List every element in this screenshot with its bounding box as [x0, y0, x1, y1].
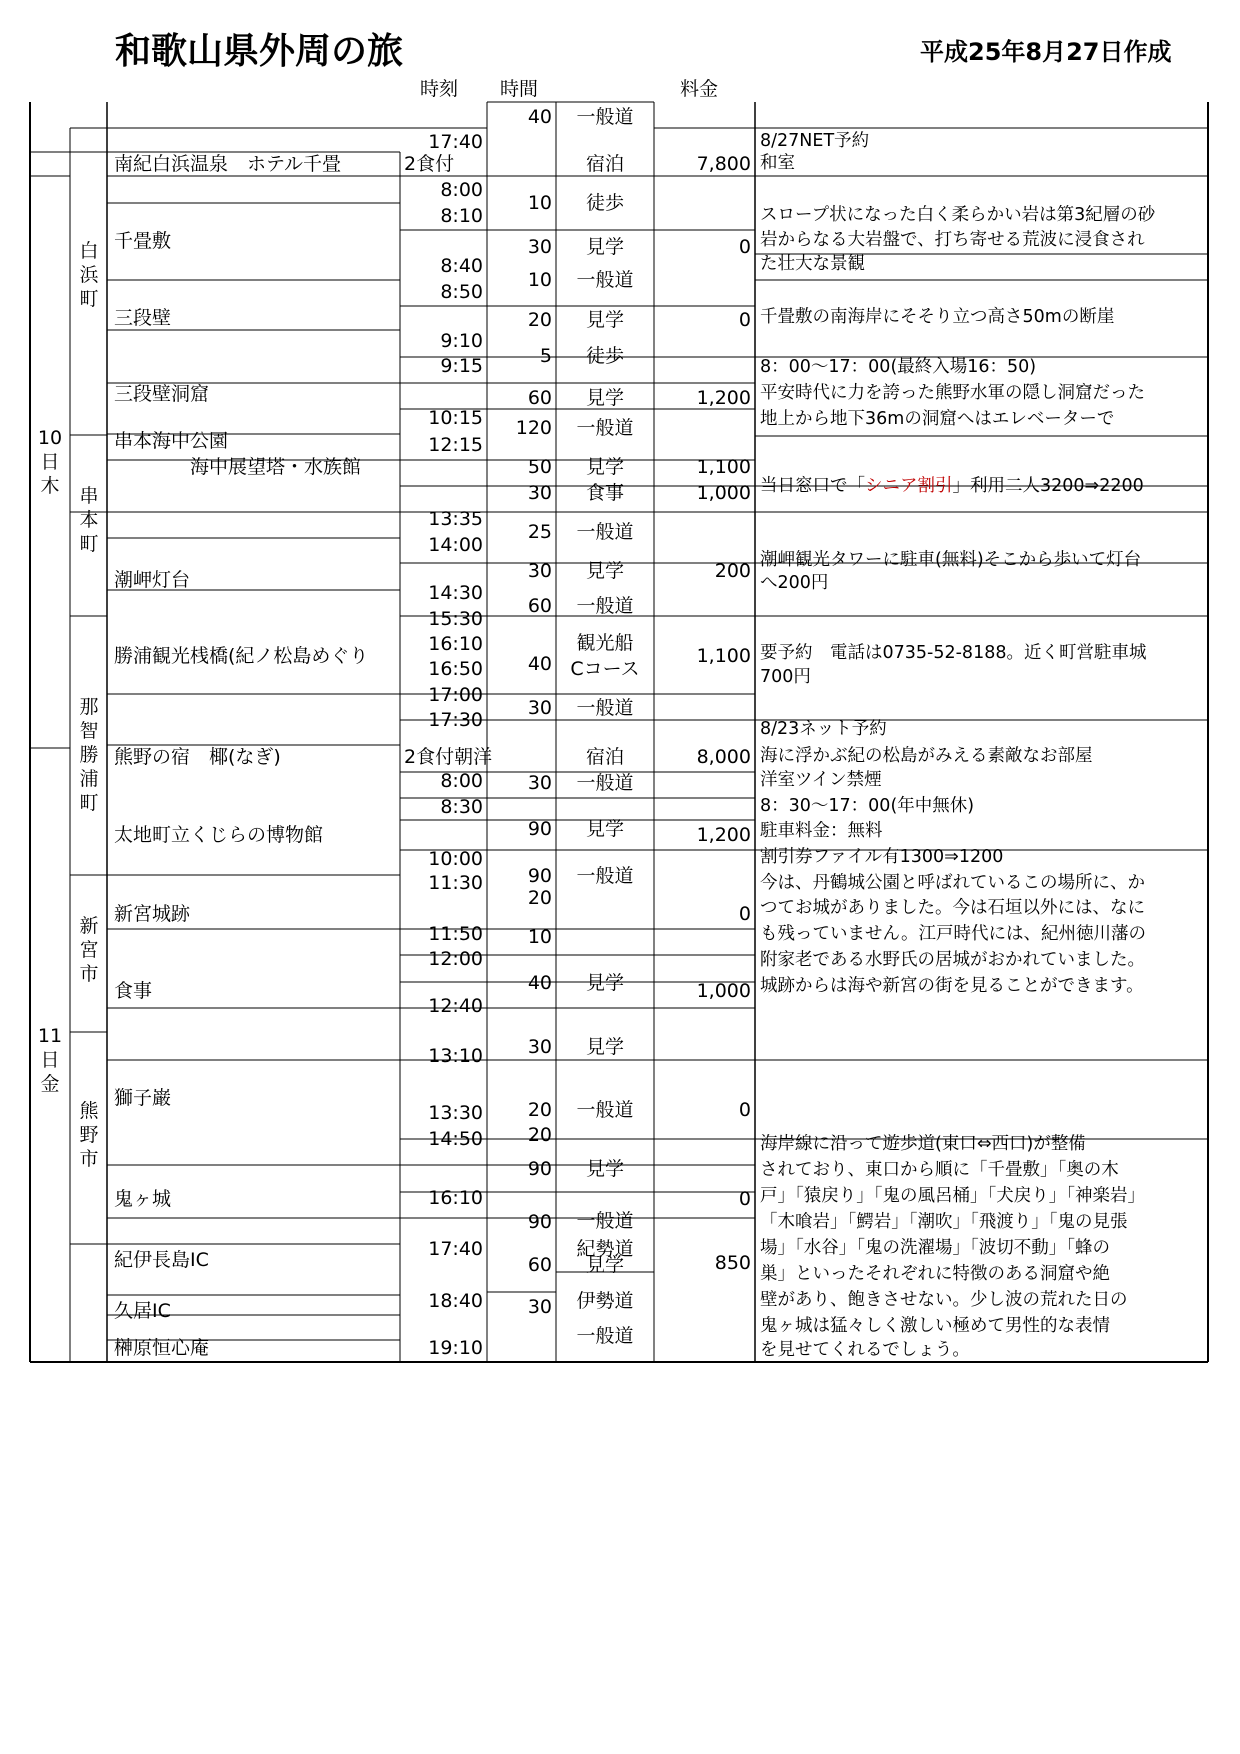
type-cell: 見学: [585, 560, 624, 582]
fee-cell: 0: [738, 236, 751, 258]
time-cell: 8:40: [440, 255, 483, 277]
place-name: 鬼ヶ城: [114, 1188, 172, 1210]
type-cell: Cコース: [570, 658, 640, 680]
note-text: 今は、丹鶴城公園と呼ばれているこの場所に、か: [760, 873, 1145, 893]
note-text: されており、東口から順に「千畳敷」「奥の木: [760, 1160, 1119, 1180]
type-cell: 徒歩: [585, 192, 624, 214]
type-cell: 見学: [585, 972, 624, 994]
region-label: 串 本 町: [79, 485, 99, 555]
type-cell: 一般道: [576, 106, 634, 128]
note-text: 8：30～17：00(年中無休): [760, 796, 975, 816]
note-text: 8：00～17：00(最終入場16：50): [760, 357, 1037, 377]
note-text: 「木喰岩」「鰐岩」「潮吹」「飛渡り」「鬼の見張: [760, 1212, 1128, 1232]
duration-cell: 30: [527, 1036, 552, 1058]
type-cell: 一般道: [576, 1210, 634, 1232]
type-cell: 宿泊: [585, 746, 624, 768]
fee-cell: 200: [714, 560, 751, 582]
day-label: 11 日 金: [37, 1025, 63, 1095]
place-name: 串本海中公園: [114, 430, 229, 452]
time-cell: 13:30: [428, 1102, 483, 1124]
fee-cell: 0: [738, 903, 751, 925]
fee-cell: 1,100: [696, 645, 751, 667]
type-cell: 宿泊: [585, 153, 624, 175]
place-name: 三段壁: [114, 307, 172, 329]
time-cell: 8:00: [440, 179, 483, 201]
note-text-part: 」利用二人3200⇒2200: [952, 476, 1144, 496]
type-cell: 一般道: [576, 1325, 634, 1347]
time-cell: 17:40: [428, 1238, 483, 1260]
page-title: 和歌山県外周の旅: [115, 31, 404, 72]
note-text: 城跡からは海や新宮の街を見ることができます。: [760, 976, 1144, 996]
place-name: 三段壁洞窟: [114, 383, 210, 405]
type-cell: 見学: [585, 387, 624, 409]
type-cell: 見学: [585, 1036, 624, 1058]
note-text: 地上から地下36mの洞窟へはエレベーターで: [760, 409, 1115, 429]
header-duration: 時間: [500, 78, 539, 100]
note-text: 鬼ヶ城は猛々しく激しい極めて男性的な表情: [760, 1316, 1110, 1336]
fee-cell: 850: [714, 1252, 751, 1274]
fee-cell: 7,800: [696, 153, 751, 175]
time-cell: 12:00: [428, 948, 483, 970]
duration-cell: 20: [527, 1099, 552, 1121]
duration-cell: 120: [515, 417, 552, 439]
time-cell: 14:00: [428, 534, 483, 556]
time-cell: 12:40: [428, 995, 483, 1017]
note-text: 和室: [760, 153, 795, 173]
note-text: 8/23ネット予約: [760, 719, 887, 739]
note-text: 戸」「猿戻り」「鬼の風呂桶」「犬戻り」「神楽岩」: [760, 1186, 1145, 1206]
place-name: 海中展望塔・水族館: [190, 456, 362, 478]
time-cell: 16:10: [428, 633, 483, 655]
note-text: を見せてくれるでしょう。: [760, 1340, 970, 1360]
note-text: 千畳敷の南海岸にそそり立つ高さ50mの断崖: [760, 307, 1115, 327]
place-name: 南紀白浜温泉 ホテル千畳: [114, 153, 342, 175]
note-text: 駐車料金：無料: [760, 821, 883, 841]
time-cell: 10:00: [428, 848, 483, 870]
time-cell: 10:15: [428, 407, 483, 429]
type-cell: 一般道: [576, 772, 634, 794]
header-time: 時刻: [420, 78, 459, 100]
note-text: 壁があり、飽きさせない。少し波の荒れた日の: [760, 1290, 1128, 1310]
time-cell: 19:10: [428, 1337, 483, 1359]
duration-cell: 60: [527, 1254, 552, 1276]
type-cell: 徒歩: [585, 345, 624, 367]
type-cell: 一般道: [576, 269, 634, 291]
place-name: 潮岬灯台: [114, 569, 191, 591]
region-label: 那 智 勝 浦 町: [79, 696, 99, 814]
note-text: も残っていません。江戸時代には、紀州徳川藩の: [760, 924, 1147, 944]
time-cell: 8:50: [440, 281, 483, 303]
type-cell: 見学: [585, 1158, 624, 1180]
type-cell: 伊勢道: [576, 1290, 634, 1312]
place-name: 勝浦観光桟橋(紀ノ松島めぐり: [114, 645, 369, 667]
time-cell: 17:30: [428, 709, 483, 731]
duration-cell: 40: [527, 106, 552, 128]
note-text: 場」「水谷」「鬼の洗濯場」「波切不動」「蜂の: [760, 1238, 1110, 1258]
duration-cell: 30: [527, 772, 552, 794]
note-text: 8/27NET予約: [760, 131, 870, 151]
place-name: 榊原恒心庵: [114, 1337, 210, 1359]
duration-cell: 20: [527, 309, 552, 331]
fee-cell: 1,000: [696, 482, 751, 504]
duration-cell: 90: [527, 818, 552, 840]
type-cell: 一般道: [576, 697, 634, 719]
fee-cell: 1,000: [696, 980, 751, 1002]
type-cell: 見学: [585, 1254, 624, 1276]
note-text: 700円: [760, 667, 811, 687]
place-name: 新宮城跡: [114, 903, 191, 925]
type-cell: 一般道: [576, 595, 634, 617]
note-text: 潮岬観光タワーに駐車(無料)そこから歩いて灯台: [760, 550, 1142, 570]
time-cell: 8:10: [440, 205, 483, 227]
duration-cell: 5: [539, 345, 552, 367]
duration-cell: 50: [527, 456, 552, 478]
time-cell: 13:35: [428, 508, 483, 530]
fee-cell: 0: [738, 1099, 751, 1121]
note-text: 海岸線に沿って遊歩道(東口⇔西口)が整備: [760, 1134, 1086, 1154]
type-cell: 一般道: [576, 1099, 634, 1121]
note-text: 平安時代に力を誇った熊野水軍の隠し洞窟だった: [760, 383, 1145, 403]
type-cell: 一般道: [576, 521, 634, 543]
time-cell: 12:15: [428, 434, 483, 456]
place-name: 千畳敷: [114, 230, 172, 252]
duration-cell: 10: [527, 926, 552, 948]
duration-cell: 60: [527, 387, 552, 409]
fee-cell: 1,100: [696, 456, 751, 478]
time-cell: 11:50: [428, 923, 483, 945]
time-cell: 18:40: [428, 1290, 483, 1312]
note-text: つてお城がありました。今は石垣以外には、なに: [760, 898, 1145, 918]
note-text: 割引券ファイル有1300⇒1200: [760, 847, 1004, 867]
header-fee: 料金: [680, 78, 719, 100]
note-text: へ200円: [760, 573, 829, 593]
duration-cell: 90: [527, 1211, 552, 1233]
time-cell: 14:50: [428, 1128, 483, 1150]
time-cell: 11:30: [428, 872, 483, 894]
duration-cell: 40: [527, 653, 552, 675]
note-text: 岩からなる大岩盤で、打ち寄せる荒波に浸食され: [760, 230, 1145, 250]
place-name: 食事: [114, 980, 153, 1002]
duration-cell: 10: [527, 192, 552, 214]
duration-cell: 30: [527, 697, 552, 719]
note-text: 要予約 電話は0735-52-8188。近く町営駐車城: [760, 643, 1147, 663]
note-text: スロープ状になった白く柔らかい岩は第3紀層の砂: [760, 205, 1156, 225]
fee-cell: 1,200: [696, 387, 751, 409]
region-label: 白 浜 町: [79, 240, 99, 310]
type-cell: 見学: [585, 309, 624, 331]
duration-cell: 20: [527, 887, 552, 909]
duration-cell: 10: [527, 269, 552, 291]
duration-cell: 30: [527, 560, 552, 582]
note-text-part: 当日窓口で「: [760, 476, 865, 496]
type-cell: 一般道: [576, 417, 634, 439]
place-name: 熊野の宿 椰(なぎ): [114, 746, 281, 768]
place-name: 久居IC: [114, 1300, 171, 1322]
duration-cell: 40: [527, 972, 552, 994]
time-cell: 9:15: [440, 355, 483, 377]
type-cell: 見学: [585, 456, 624, 478]
duration-cell: 30: [527, 482, 552, 504]
fee-cell: 8,000: [696, 746, 751, 768]
place-name: 太地町立くじらの博物館: [114, 824, 324, 846]
note-text: [760, 478, 1144, 496]
senior-discount-highlight: シニア割引: [865, 476, 953, 496]
time-cell: 8:30: [440, 796, 483, 818]
duration-cell: 30: [527, 236, 552, 258]
duration-cell: 25: [527, 521, 552, 543]
note-text: 附家老である水野氏の居城がおかれていました。: [760, 950, 1145, 970]
duration-cell: 90: [527, 865, 552, 887]
time-cell: 17:00: [428, 684, 483, 706]
note-text: 洋室ツイン禁煙: [760, 770, 882, 790]
note-text: 海に浮かぶ紀の松島がみえる素敵なお部屋: [760, 746, 1093, 766]
time-cell: 8:00: [440, 770, 483, 792]
fee-cell: 0: [738, 309, 751, 331]
note-text: た壮大な景観: [760, 254, 865, 274]
duration-cell: 60: [527, 595, 552, 617]
time-cell: 2食付朝洋: [404, 746, 493, 768]
fee-cell: 1,200: [696, 824, 751, 846]
duration-cell: 30: [527, 1296, 552, 1318]
type-cell: 食事: [585, 482, 624, 504]
type-cell: 見学: [585, 818, 624, 840]
type-cell: 一般道: [576, 865, 634, 887]
place-name: 獅子巌: [114, 1087, 172, 1109]
time-cell: 14:30: [428, 582, 483, 604]
note-text: 巣」といったそれぞれに特徴のある洞窟や絶: [760, 1264, 1110, 1284]
time-cell: 16:10: [428, 1187, 483, 1209]
time-cell: 17:40: [428, 131, 483, 153]
type-cell: 見学: [585, 236, 624, 258]
type-cell: 観光船: [576, 632, 634, 654]
place-name: 紀伊長島IC: [114, 1249, 209, 1271]
day-label: 10 日 木: [37, 427, 63, 497]
fee-cell: 0: [738, 1188, 751, 1210]
time-cell: 13:10: [428, 1045, 483, 1067]
type-cell: 紀勢道: [576, 1238, 634, 1260]
region-label: 新 宮 市: [79, 915, 99, 985]
creation-date: 平成25年8月27日作成: [920, 38, 1172, 66]
duration-cell: 20: [527, 1124, 552, 1146]
time-cell: 15:30: [428, 608, 483, 630]
duration-cell: 90: [527, 1158, 552, 1180]
time-cell: 2食付: [404, 153, 455, 175]
region-label: 熊 野 市: [79, 1100, 99, 1170]
time-cell: 9:10: [440, 330, 483, 352]
time-cell: 16:50: [428, 658, 483, 680]
